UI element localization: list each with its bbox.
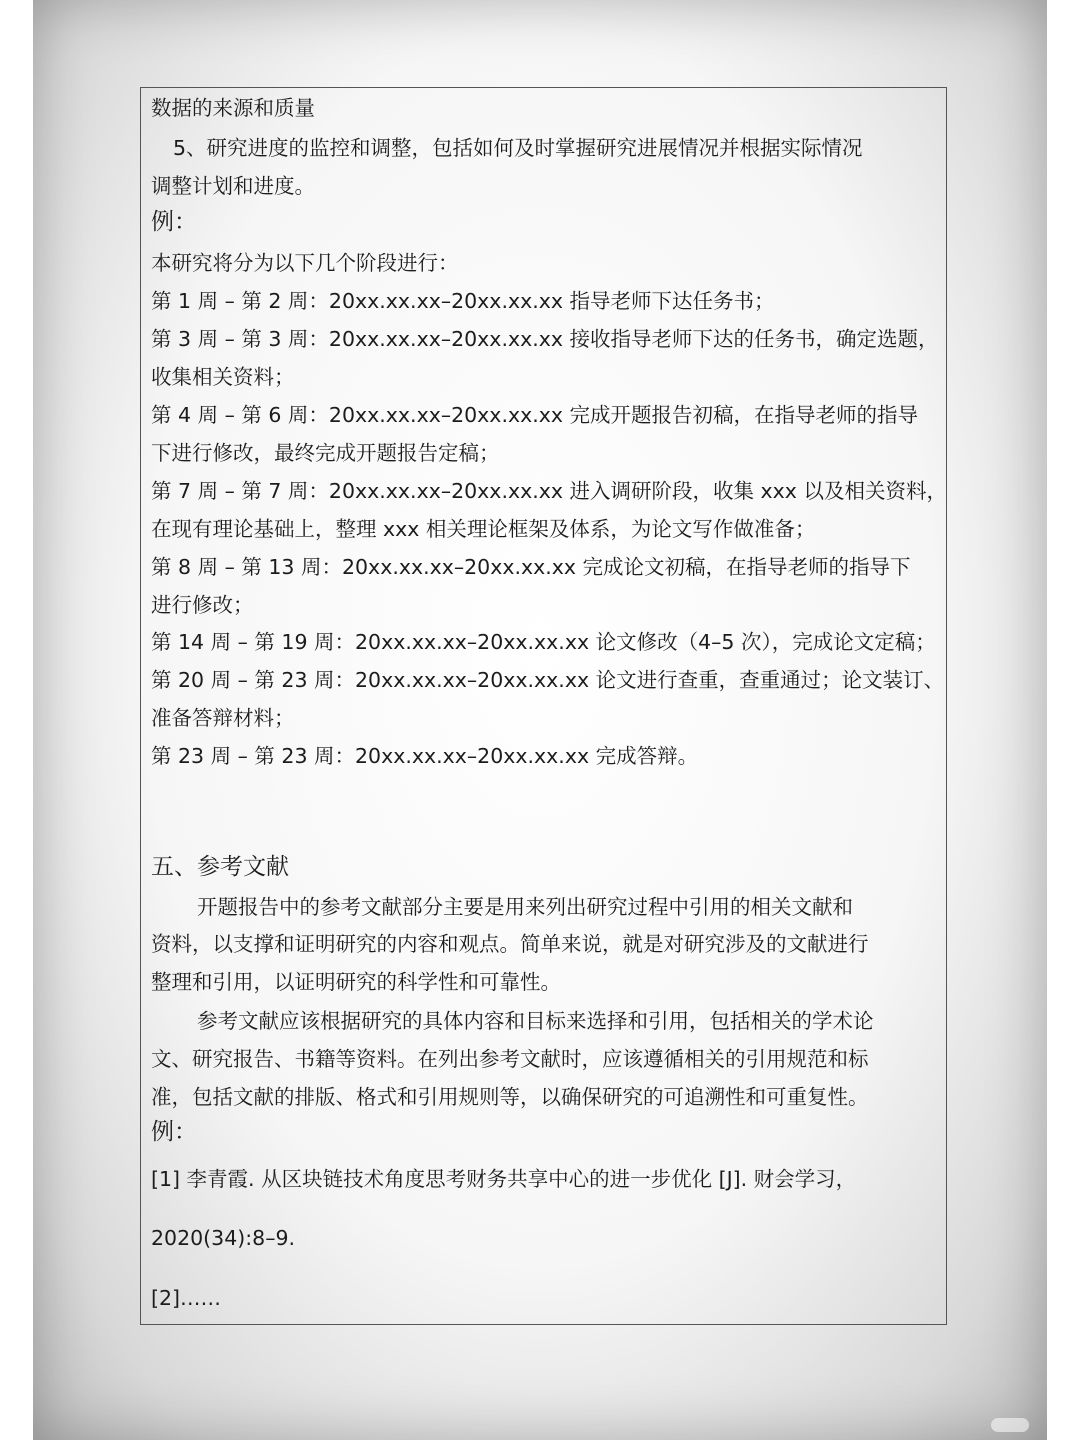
paragraph-line: 文、研究报告、书籍等资料。在列出参考文献时，应该遵循相关的引用规范和标 [151, 1047, 869, 1071]
schedule-line: 下进行修改，最终完成开题报告定稿； [151, 441, 500, 465]
schedule-line: 第 3 周 – 第 3 周：20xx.xx.xx–20xx.xx.xx 接收指导老师下达的任务书，确定选题， [151, 327, 939, 351]
schedule-line: 第 1 周 – 第 2 周：20xx.xx.xx–20xx.xx.xx 指导老师下达任务书； [151, 289, 775, 313]
paragraph-line: 参考文献应该根据研究的具体内容和目标来选择和引用，包括相关的学术论 [197, 1009, 874, 1033]
top-fragment: 数据的来源和质量 [151, 96, 315, 120]
schedule-line: 收集相关资料； [151, 365, 295, 389]
paragraph-line: 整理和引用，以证明研究的科学性和可靠性。 [151, 970, 561, 994]
paragraph-line: 准，包括文献的排版、格式和引用规则等，以确保研究的可追溯性和可重复性。 [151, 1085, 869, 1109]
paragraph-line: 资料，以支撑和证明研究的内容和观点。简单来说，就是对研究涉及的文献进行 [151, 932, 869, 956]
reference-item: [2]…… [151, 1286, 222, 1310]
schedule-line: 第 14 周 – 第 19 周：20xx.xx.xx–20xx.xx.xx 论文修改（4–5 次），完成论文定稿； [151, 630, 936, 654]
schedule-line: 第 4 周 – 第 6 周：20xx.xx.xx–20xx.xx.xx 完成开题报告初稿，在指导老师的指导 [151, 403, 919, 427]
section-heading: 五、参考文献 [151, 854, 289, 880]
reference-item: [1] 李青霞. 从区块链技术角度思考财务共享中心的进一步优化 [J]. 财会学习， [151, 1167, 857, 1191]
watermark-badge [991, 1418, 1029, 1432]
schedule-intro: 本研究将分为以下几个阶段进行： [151, 251, 459, 275]
paragraph-line: 开题报告中的参考文献部分主要是用来列出研究过程中引用的相关文献和 [197, 895, 853, 919]
schedule-line: 第 23 周 – 第 23 周：20xx.xx.xx–20xx.xx.xx 完成答辩。 [151, 744, 699, 768]
schedule-line: 在现有理论基础上，整理 xxx 相关理论框架及体系，为论文写作做准备； [151, 517, 816, 541]
photo-frame [33, 0, 1047, 1440]
schedule-line: 准备答辩材料； [151, 706, 295, 730]
document-page [140, 87, 947, 1325]
example-label: 例： [151, 1119, 197, 1145]
schedule-line: 第 20 周 – 第 23 周：20xx.xx.xx–20xx.xx.xx 论文进行查重，查重通过；论文装订、 [151, 668, 945, 692]
schedule-line: 第 8 周 – 第 13 周：20xx.xx.xx–20xx.xx.xx 完成论文初稿，在指导老师的指导下 [151, 555, 911, 579]
example-label: 例： [151, 209, 197, 235]
reference-item: 2020(34):8–9. [151, 1226, 296, 1250]
item5-line2: 调整计划和进度。 [151, 174, 315, 198]
item5-line1: 5、研究进度的监控和调整，包括如何及时掌握研究进展情况并根据实际情况 [173, 136, 863, 160]
schedule-line: 进行修改； [151, 593, 254, 617]
schedule-line: 第 7 周 – 第 7 周：20xx.xx.xx–20xx.xx.xx 进入调研阶段，收集 xxx 以及相关资料， [151, 479, 947, 503]
